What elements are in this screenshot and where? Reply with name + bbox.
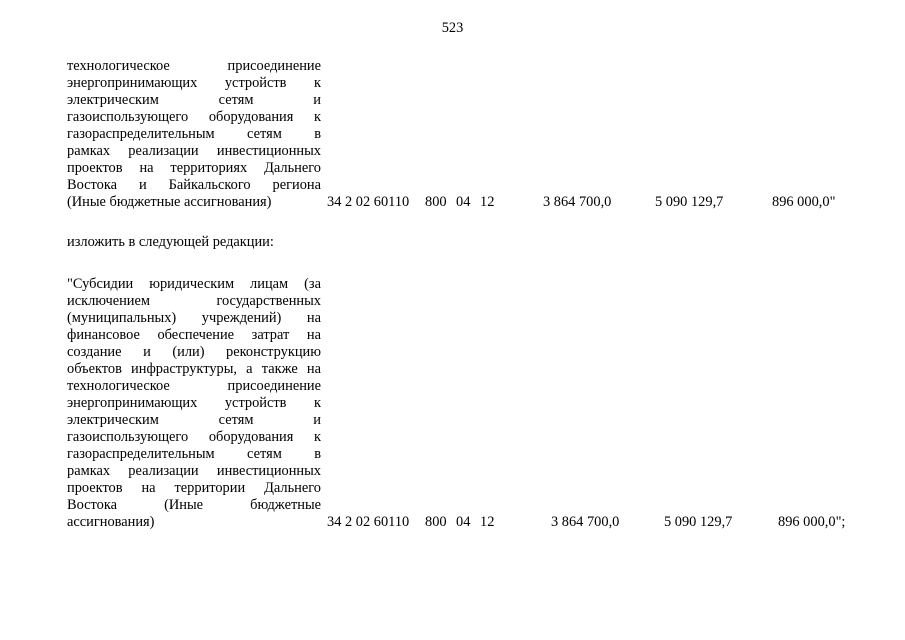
amount-year-3: 896 000,0";: [778, 514, 846, 530]
target-article-code: 34 2 02 60110: [327, 194, 410, 210]
row-description: [67, 276, 321, 531]
amount-year-1: 3 864 700,0: [551, 514, 620, 530]
description-line: энергопринимающих устройств к: [67, 75, 321, 91]
description-line: создание и (или) реконструкцию: [67, 344, 321, 360]
budget-row-new: [67, 276, 321, 531]
description-line: исключением государственных: [67, 293, 321, 309]
description-line: Востока и Байкальского региона: [67, 177, 321, 193]
amount-year-1: 3 864 700,0: [543, 194, 612, 210]
budget-row-old: [67, 58, 321, 211]
description-line: энергопринимающих устройств к: [67, 395, 321, 411]
description-line: (Иные бюджетные ассигнования): [67, 194, 272, 210]
description-line: (муниципальных) учреждений) на: [67, 310, 321, 326]
row-description: [67, 58, 321, 211]
description-line: проектов на территории Дальнего: [67, 480, 321, 496]
subsection-code: 12: [480, 514, 495, 530]
description-line: объектов инфраструктуры, а также на: [67, 361, 321, 377]
page-number: 523: [441, 20, 464, 36]
target-article-code: 34 2 02 60110: [327, 514, 410, 530]
description-line: газоиспользующего оборудования к: [67, 109, 321, 125]
description-line: рамках реализации инвестиционных: [67, 463, 321, 479]
expense-type-code: 800: [425, 514, 447, 530]
description-line: газораспределительным сетям в: [67, 446, 321, 462]
subsection-code: 12: [480, 194, 495, 210]
description-line: проектов на территориях Дальнего: [67, 160, 321, 176]
description-line: электрическим сетям и: [67, 92, 321, 108]
amount-year-2: 5 090 129,7: [664, 514, 733, 530]
description-line: финансовое обеспечение затрат на: [67, 327, 321, 343]
description-line: рамках реализации инвестиционных: [67, 143, 321, 159]
amount-year-3: 896 000,0": [772, 194, 836, 210]
instruction-text: изложить в следующей редакции:: [67, 234, 274, 250]
amount-year-2: 5 090 129,7: [655, 194, 724, 210]
description-line: "Субсидии юридическим лицам (за: [67, 276, 321, 292]
expense-type-code: 800: [425, 194, 447, 210]
section-code: 04: [456, 194, 471, 210]
description-line: электрическим сетям и: [67, 412, 321, 428]
description-line: газораспределительным сетям в: [67, 126, 321, 142]
description-line: газоиспользующего оборудования к: [67, 429, 321, 445]
section-code: 04: [456, 514, 471, 530]
description-line: технологическое присоединение: [67, 58, 321, 74]
description-line: ассигнования): [67, 514, 155, 530]
description-line: технологическое присоединение: [67, 378, 321, 394]
description-line: Востока (Иные бюджетные: [67, 497, 321, 513]
